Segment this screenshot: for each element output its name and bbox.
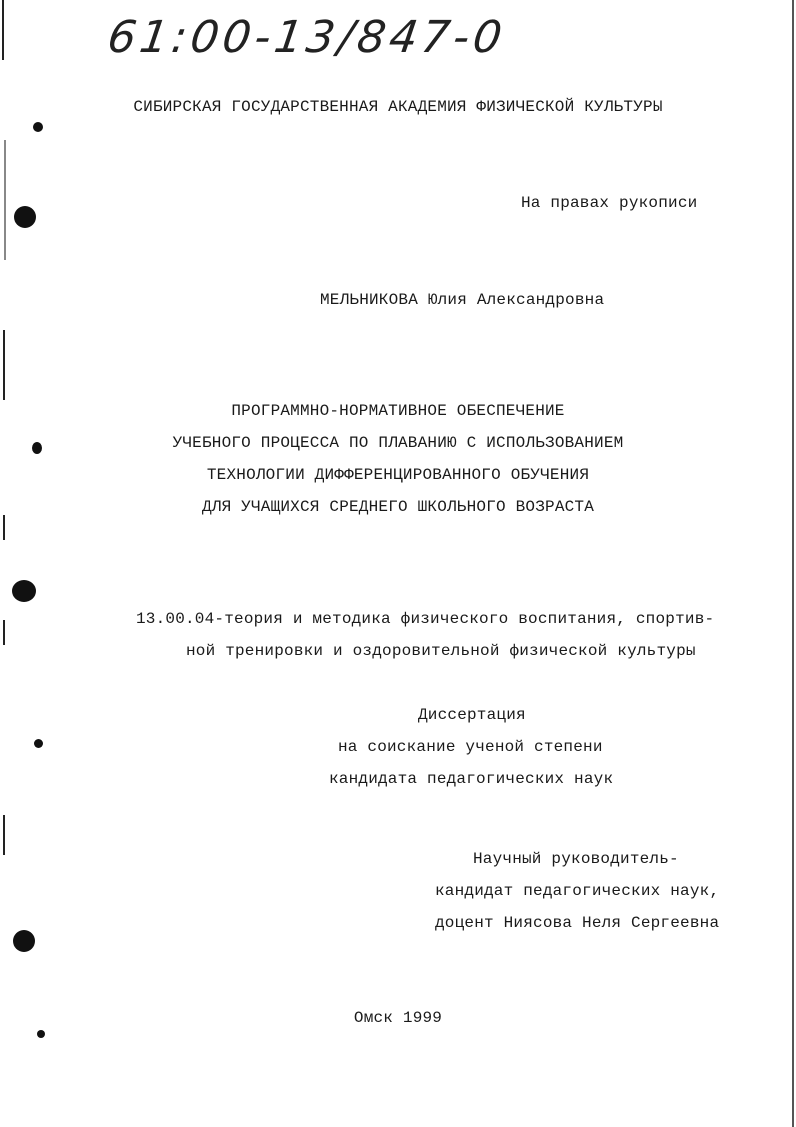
scan-artifact: [3, 815, 5, 855]
scan-edge: [792, 0, 794, 1127]
scan-artifact: [34, 739, 43, 748]
title-line-4: ДЛЯ УЧАЩИХСЯ СРЕДНЕГО ШКОЛЬНОГО ВОЗРАСТА: [201, 498, 595, 516]
title-line-1: ПРОГРАММНО-НОРМАТИВНОЕ ОБЕСПЕЧЕНИЕ: [231, 402, 565, 420]
scan-artifact: [3, 620, 5, 645]
scan-artifact: [14, 206, 36, 228]
dissertation-line-3: кандидата педагогических наук: [329, 770, 614, 788]
scan-artifact: [32, 442, 42, 454]
scan-artifact: [12, 580, 36, 602]
title-line-3: ТЕХНОЛОГИИ ДИФФЕРЕНЦИРОВАННОГО ОБУЧЕНИЯ: [206, 466, 590, 484]
title-line-2: УЧЕБНОГО ПРОЦЕССА ПО ПЛАВАНИЮ С ИСПОЛЬЗОВАНИЕМ: [172, 434, 624, 452]
handwritten-catalog-number: 61:00-13/847-0: [104, 12, 509, 63]
dissertation-line-2: на соискание ученой степени: [338, 738, 603, 756]
scan-artifact: [2, 0, 4, 60]
scan-artifact: [4, 140, 6, 260]
institution-name: СИБИРСКАЯ ГОСУДАРСТВЕННАЯ АКАДЕМИЯ ФИЗИЧЕСКОЙ КУЛЬТУРЫ: [133, 98, 663, 116]
supervisor-line-2: кандидат педагогических наук,: [435, 882, 720, 900]
supervisor-line-3: доцент Ниясова Неля Сергеевна: [435, 914, 720, 932]
scan-artifact: [33, 122, 43, 132]
scan-artifact: [37, 1030, 45, 1038]
dissertation-line-1: Диссертация: [418, 706, 526, 724]
author-name: МЕЛЬНИКОВА Юлия Александровна: [320, 291, 605, 309]
supervisor-line-1: Научный руководитель-: [473, 850, 679, 868]
city-year: Омск 1999: [353, 1009, 443, 1027]
scan-artifact: [13, 930, 35, 952]
manuscript-rights-note: На правах рукописи: [521, 194, 698, 212]
scan-artifact: [3, 515, 5, 540]
specialty-line-2: ной тренировки и оздоровительной физической культуры: [186, 642, 696, 660]
scan-artifact: [3, 330, 5, 400]
specialty-line-1: 13.00.04-теория и методика физического воспитания, спортив-: [136, 610, 715, 628]
